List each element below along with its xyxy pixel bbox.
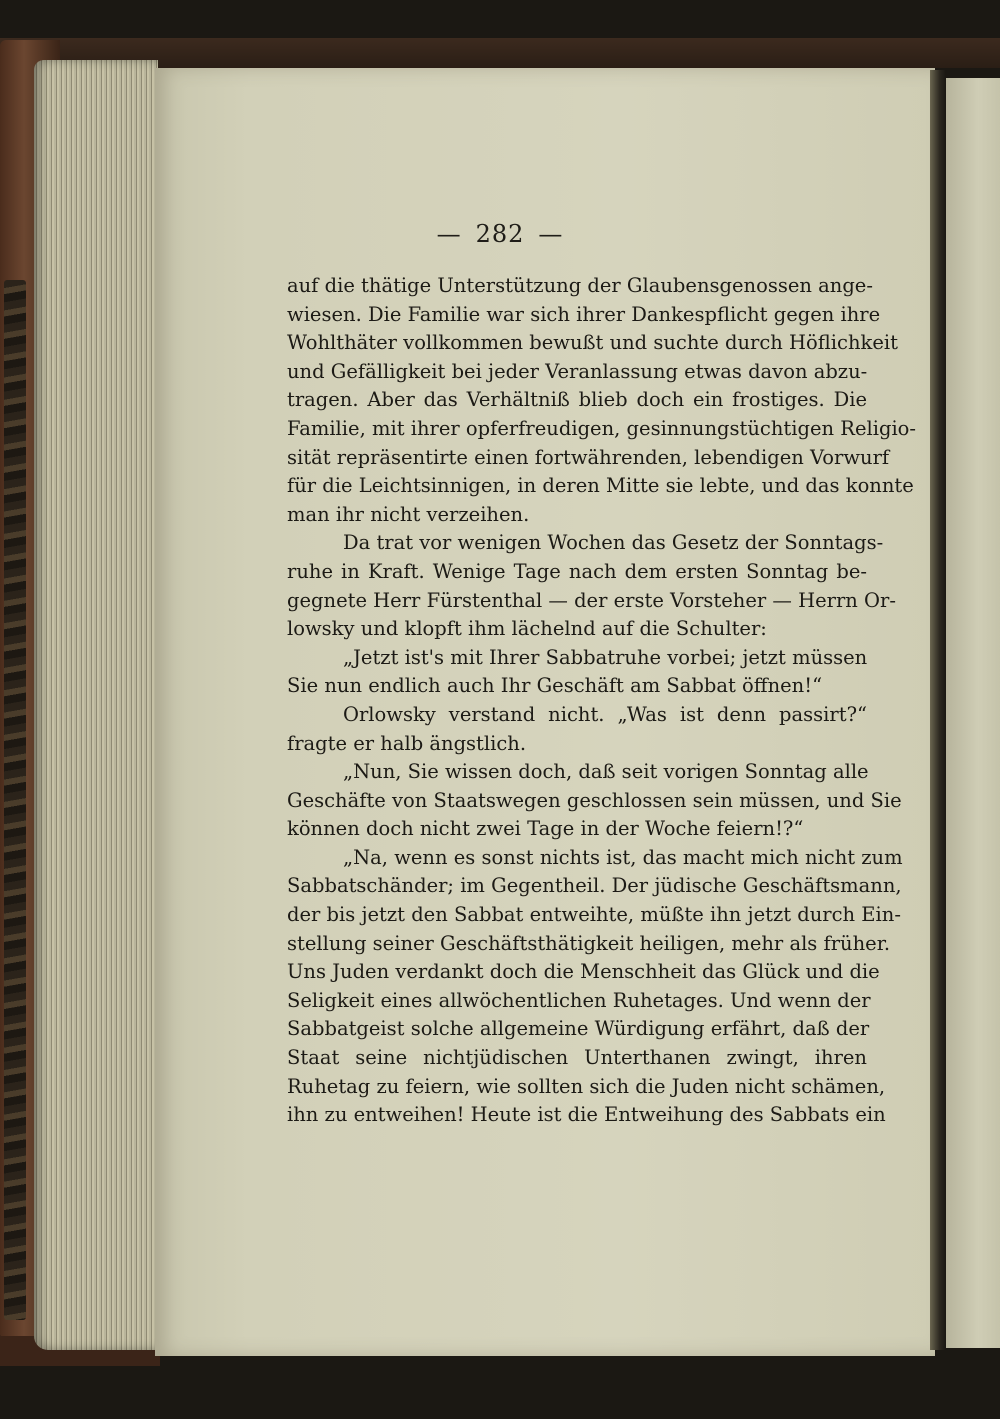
text-line: wiesen. Die Familie war sich ihrer Dankespflicht gegen ihre (287, 302, 881, 326)
text-line: Uns Juden verdankt doch die Menschheit das Glück und die (287, 960, 880, 984)
text-line: Seligkeit eines allwöchentlichen Ruhetages. Und wenn der (287, 988, 871, 1012)
text-line: sität repräsentirte einen fortwährenden, lebendigen Vorwurf (287, 445, 890, 469)
text-line: Sabbatgeist solche allgemeine Würdigung erfährt, daß der (287, 1017, 870, 1041)
text-line: Sabbatschänder; im Gegentheil. Der jüdische Geschäftsmann, (287, 874, 902, 898)
text-line: fragte er halb ängstlich. (287, 731, 527, 755)
text-line: lowsky und klopft ihm lächelnd auf die Schulter: (287, 617, 767, 641)
facing-page (946, 78, 1000, 1348)
text-line: Wohlthäter vollkommen bewußt und suchte durch Höflichkeit (287, 331, 898, 355)
text-line: für die Leichtsinnigen, in deren Mitte sie lebte, und das konnte (287, 474, 914, 498)
page-text (287, 272, 917, 1130)
text-line: „Nun, Sie wissen doch, daß seit vorigen Sonntag alle (343, 760, 869, 784)
page-number: — 282 — (436, 220, 564, 248)
book-gutter (930, 70, 946, 1350)
text-line: Da trat vor wenigen Wochen das Gesetz der Sonntags- (343, 531, 884, 555)
text-line: ihn zu entweihen! Heute ist die Entweihung des Sabbats ein (287, 1103, 886, 1127)
text-line: „Na, wenn es sonst nichts ist, das macht mich nicht zum (343, 845, 903, 869)
text-line: „Jetzt ist's mit Ihrer Sabbatruhe vorbei; jetzt müssen (343, 645, 868, 669)
text-line: Ruhetag zu feiern, wie sollten sich die Juden nicht schämen, (287, 1074, 886, 1098)
text-line: der bis jetzt den Sabbat entweihte, müßte ihn jetzt durch Ein- (287, 903, 901, 927)
text-line: ruhe in Kraft. Wenige Tage nach dem ersten Sonntag be- (287, 559, 867, 583)
text-line: auf die thätige Unterstützung der Glaubensgenossen ange- (287, 274, 873, 297)
text-line: Orlowsky verstand nicht. „Was ist denn passirt?“ (343, 702, 867, 726)
text-line: tragen. Aber das Verhältniß blieb doch ein frostiges. Die (287, 388, 867, 412)
text-line: man ihr nicht verzeihen. (287, 502, 530, 526)
text-line: Geschäfte von Staatswegen geschlossen sein müssen, und Sie (287, 788, 902, 812)
marbled-edge (4, 280, 26, 1320)
text-line: Staat seine nichtjüdischen Unterthanen zwingt, ihren (287, 1046, 867, 1070)
text-line: können doch nicht zwei Tage in der Woche feiern!?“ (287, 817, 804, 841)
page-number-value: 282 (475, 220, 525, 248)
text-line: stellung seiner Geschäftsthätigkeit heiligen, mehr als früher. (287, 931, 891, 955)
text-line: Familie, mit ihrer opferfreudigen, gesinnungstüchtigen Religio- (287, 416, 917, 440)
text-line: und Gefälligkeit bei jeder Veranlassung etwas davon abzu- (287, 359, 868, 383)
text-line: Sie nun endlich auch Ihr Geschäft am Sabbat öffnen!“ (287, 674, 823, 698)
page-edges (34, 60, 158, 1350)
text-line: gegnete Herr Fürstenthal — der erste Vorsteher — Herrn Or- (287, 588, 896, 612)
